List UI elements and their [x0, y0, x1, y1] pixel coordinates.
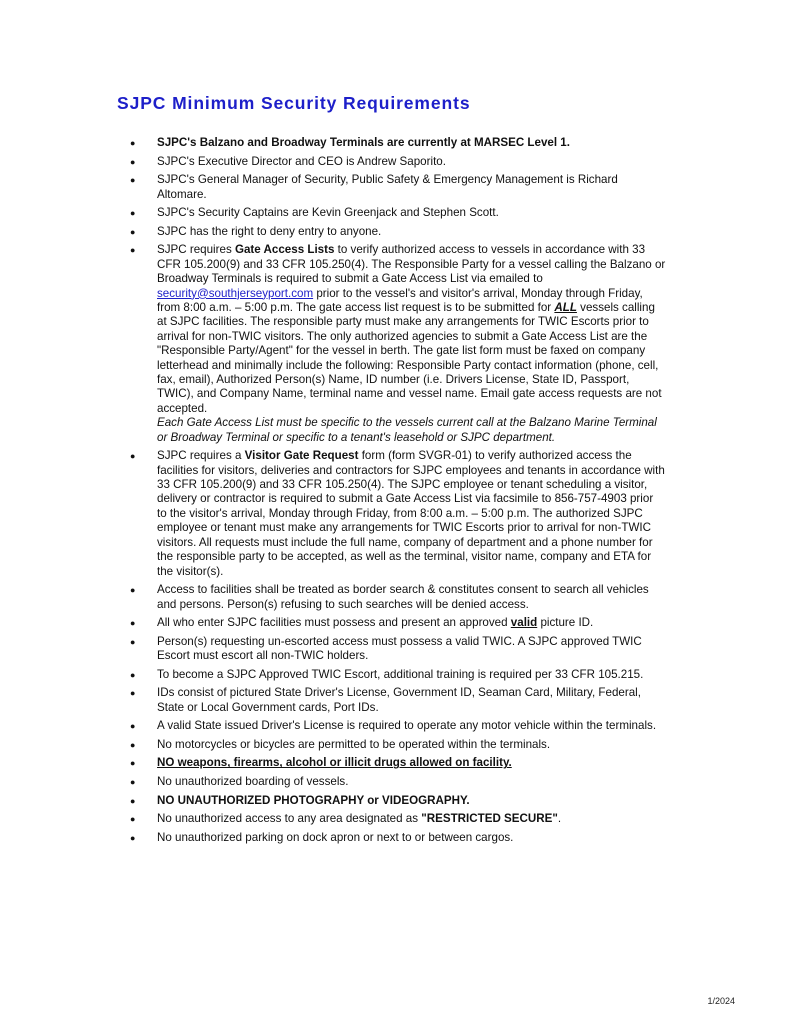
bullet-icon: ● [130, 226, 136, 237]
bullet-icon: ● [130, 688, 136, 699]
all-vessels-emphasis: ALL [554, 301, 577, 314]
list-item-no-motorcycles: ● No motorcycles or bicycles are permitted to be operated within the terminals. [130, 737, 551, 751]
list-item-executive-director: ● SJPC's Executive Director and CEO is Andrew Saporito. [130, 154, 446, 168]
list-item-twic-escort-training: ● To become a SJPC Approved TWIC Escort, additional training is required per 33 CFR 105.215. [130, 667, 644, 681]
bullet-icon: ● [130, 739, 136, 750]
list-item-no-photography: ● NO UNAUTHORIZED PHOTOGRAPHY or VIDEOGRAPHY. [130, 793, 470, 807]
page-title: SJPC Minimum Security Requirements [117, 93, 471, 113]
list-item-visitor-gate-request: ● SJPC requires a Visitor Gate Request form (form SVGR-01) to verify authorized access the facilities for visitors, deliveries and contractors for SJPC employees and tenants in accordance with 33 CFR 105.200(9) and 33 CFR 105.250(4). The SJPC employee or tenant scheduling a visitor, delivery or contractor is required to submit a Gate Access List via facsimile to 856-757-4903 prior to the visitor's arrival, Monday through Friday, from 8:00 a.m. – 5:00 p.m. The authorized SJPC employee or tenant must make any arrangements for TWIC Escorts prior to arrival for non-TWIC visitors. All requests must include the full name, company of department and a phone number for the responsible party to be accepted, as well as the terminal, visitor name, company and ETA for the visitor(s). [130, 449, 665, 578]
security-email-link[interactable]: security@southjerseyport.com [157, 286, 314, 300]
list-item-id-types: ● IDs consist of pictured State Driver's License, Government ID, Seaman Card, Military, Federal, State or Local Government cards, Port IDs. [130, 686, 641, 714]
requirements-list [126, 136, 666, 849]
list-item-no-boarding: ● No unauthorized boarding of vessels. [130, 775, 349, 789]
bullet-icon: ● [130, 832, 136, 843]
bullet-icon: ● [130, 721, 136, 732]
bullet-icon: ● [130, 758, 136, 769]
bullet-icon: ● [130, 208, 136, 219]
list-item-marsec: ● SJPC's Balzano and Broadway Terminals are currently at MARSEC Level 1. [130, 136, 570, 149]
gate-access-lists-term: Gate Access Lists [234, 243, 335, 257]
gate-access-note: Each Gate Access List must be specific to the vessels current call at the Balzano Marine Terminal or Broadway Terminal or specific to a tenant's leasehold or SJPC department. [157, 416, 657, 444]
bullet-icon: ● [130, 618, 136, 629]
list-item-twic-required: ● Person(s) requesting un-escorted access must possess a valid TWIC. A SJPC approved TWIC Escort must escort all non-TWIC holders. [130, 634, 642, 663]
restricted-secure-term: "RESTRICTED SECURE" [421, 812, 558, 826]
bullet-icon: ● [130, 814, 136, 825]
visitor-gate-request-term: Visitor Gate Request [244, 449, 359, 463]
list-item-general-manager: ● SJPC's General Manager of Security, Public Safety & Emergency Management is Richard Altomare. [130, 173, 618, 201]
list-item-gate-access-lists: ● SJPC requires Gate Access Lists to verify authorized access to vessels in accordance with 33 CFR 105.200(9) and 33 CFR 105.250(4). The Responsible Party for a vessel calling the Balzano or Broadway Terminals is required to submit a Gate Access List via emailed to security@southjerseyport.com prior to the vessel's and visitor's arrival, Monday through Friday, from 8:00 a.m. – 5:00 p.m. The gate access list request is to be submitted for ALL vessels calling at SJPC facilities. The responsible party must make any arrangements for TWIC Escorts prior to arrival for non-TWIC visitors. The only authorized agencies to submit a Gate Access List are the "Responsible Party/Agent" for the vessel in berth. The gate list form must be faxed on company letterhead and minimally include the following: Responsible Party contact information (phone, cell, fax, email), Authorized Person(s) Name, ID number (i.e. Drivers License, State ID, Passport, TWIC), and Company Name, terminal name and vessel name. Email gate access requests are not accepted. Each Gate Access List must be specific to the vessels current call at the Balzano Marine Terminal or Broadway Terminal or specific to a tenant's leasehold or SJPC department. [130, 243, 666, 444]
list-item-no-parking: ● No unauthorized parking on dock apron or next to or between cargos. [130, 830, 514, 844]
bullet-icon: ● [130, 451, 136, 462]
bullet-icon: ● [130, 245, 136, 256]
bullet-icon: ● [130, 156, 136, 167]
bullet-icon: ● [130, 138, 136, 148]
bullet-icon: ● [130, 636, 136, 647]
bullet-icon: ● [130, 669, 136, 680]
list-item-deny-entry: ● SJPC has the right to deny entry to anyone. [130, 224, 382, 238]
valid-emphasis: valid [510, 616, 538, 630]
list-item-restricted-secure: ● No unauthorized access to any area designated as "RESTRICTED SECURE". [130, 812, 562, 826]
list-item-security-captains: ● SJPC's Security Captains are Kevin Greenjack and Stephen Scott. [130, 206, 499, 220]
list-item-border-search: ● Access to facilities shall be treated as border search & constitutes consent to search all vehicles and persons. Person(s) refusing to such searches will be denied access. [130, 583, 649, 611]
bullet-icon: ● [130, 795, 136, 806]
bullet-icon: ● [130, 777, 136, 788]
bullet-icon: ● [130, 585, 136, 596]
bullet-icon: ● [130, 175, 136, 186]
list-item-picture-id: ● All who enter SJPC facilities must possess and present an approved valid picture ID. [130, 616, 594, 630]
list-item-no-weapons: ● NO weapons, firearms, alcohol or illicit drugs allowed on facility. [130, 756, 512, 770]
footer-date: 1/2024 [707, 996, 735, 1006]
list-item-drivers-license: ● A valid State issued Driver's License is required to operate any motor vehicle within the terminals. [130, 719, 657, 733]
